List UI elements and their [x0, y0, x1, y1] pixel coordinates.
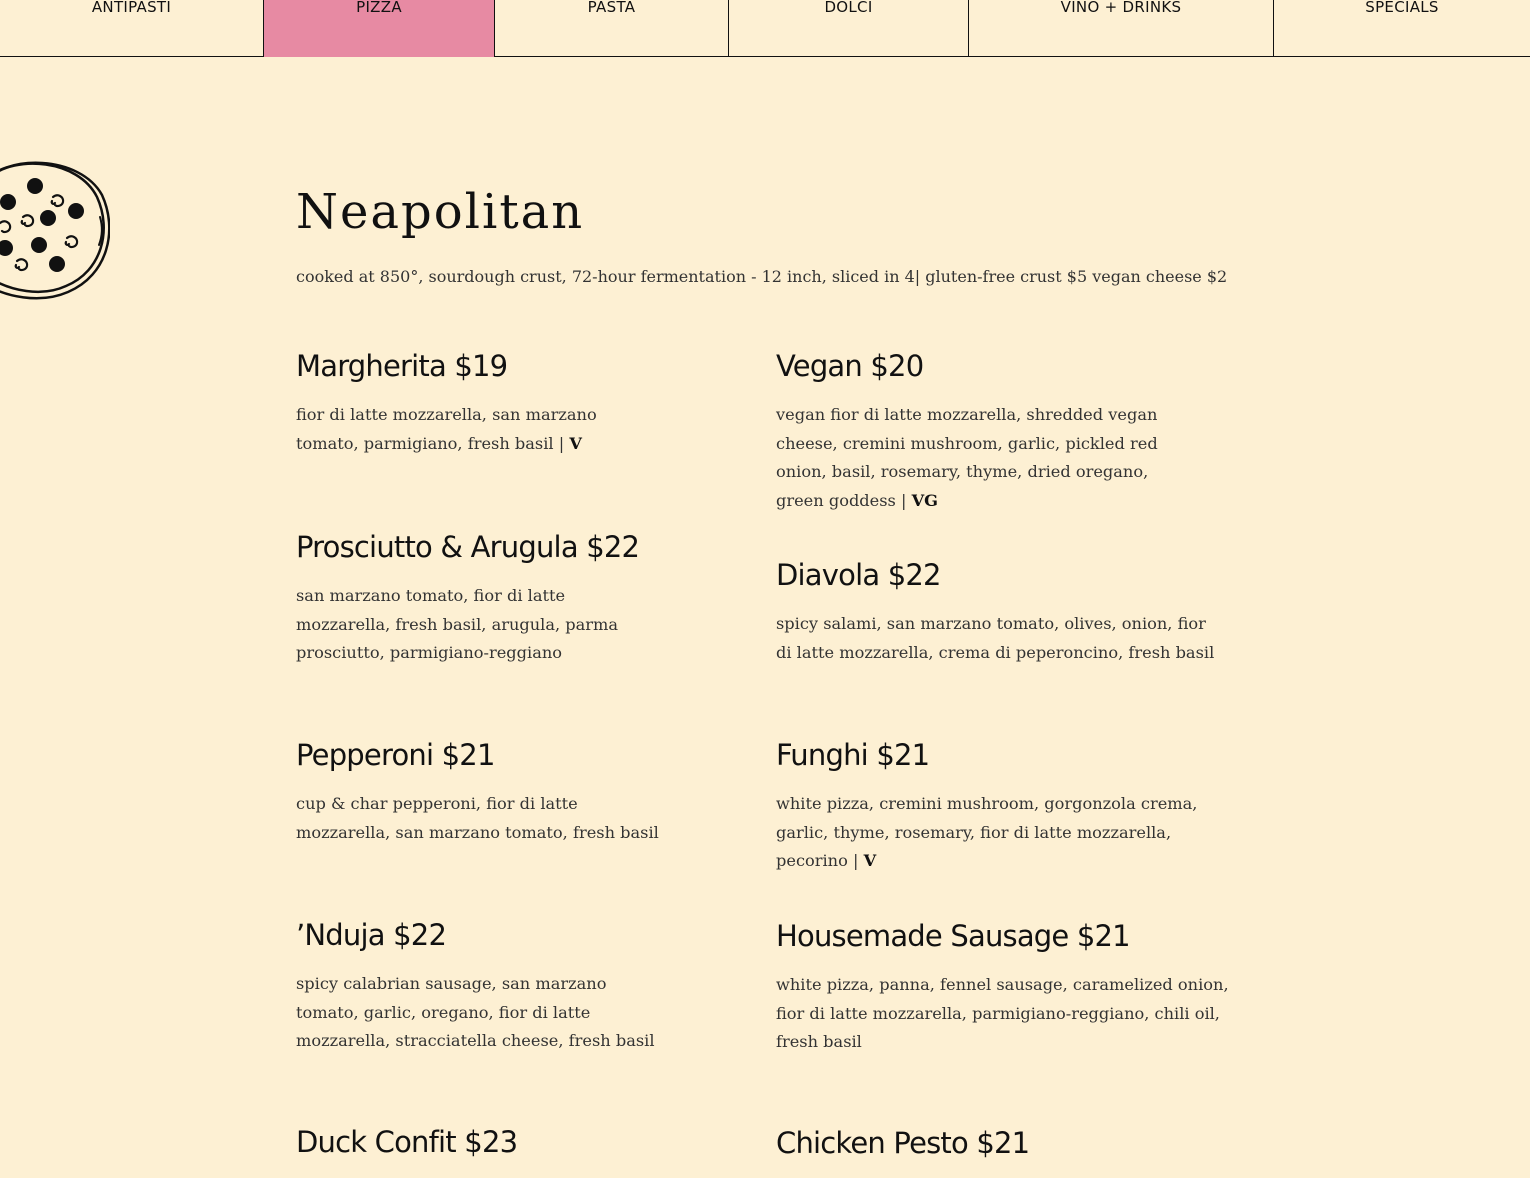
- item-title: Funghi $21: [776, 738, 930, 772]
- item-description: white pizza, panna, fennel sausage, caramelized onion, fior di latte mozzarella, parmigiano-reggiano, chili oil, fresh basil: [776, 975, 1229, 1051]
- tab-dolci[interactable]: [729, 0, 969, 57]
- category-nav: [0, 0, 1530, 57]
- item-description: san marzano tomato, fior di latte mozzarella, fresh basil, arugula, parma prosciutto, parmigiano-reggiano: [296, 586, 619, 662]
- item-desc-text: fior di latte mozzarella, san marzano tomato, parmigiano, fresh basil |: [296, 405, 597, 453]
- tab-label: VINO + DRINKS: [1060, 0, 1182, 16]
- item-title: Vegan $20: [776, 349, 924, 383]
- item-description: [296, 401, 656, 458]
- dietary-tag: V: [863, 851, 877, 870]
- item-title: Prosciutto & Arugula $22: [296, 530, 640, 564]
- tab-label: ANTIPASTI: [91, 0, 172, 16]
- item-title: Chicken Pesto $21: [776, 1126, 1030, 1160]
- tab-pizza[interactable]: [264, 0, 495, 57]
- section-title: Neapolitan: [296, 184, 585, 240]
- section-subtitle: cooked at 850°, sourdough crust, 72-hour fermentation - 12 inch, sliced in 4| gluten-free crust $5 vegan cheese $2: [296, 267, 1228, 286]
- item-title: Housemade Sausage $21: [776, 919, 1130, 953]
- item-description: spicy calabrian sausage, san marzano tomato, garlic, oregano, fior di latte mozzarella, stracciatella cheese, fresh basil: [296, 974, 655, 1050]
- tab-label: SPECIALS: [1365, 0, 1439, 16]
- item-title: ’Nduja $22: [296, 918, 447, 952]
- item-description: spicy salami, san marzano tomato, olives, onion, fior di latte mozzarella, crema di peperoncino, fresh basil: [776, 614, 1215, 662]
- menu-item-nduja: [296, 917, 756, 1056]
- item-description: [776, 401, 1196, 515]
- menu-item-margherita: [296, 348, 756, 458]
- item-desc-text: vegan fior di latte mozzarella, shredded vegan cheese, cremini mushroom, garlic, pickled red onion, basil, rosemary, thyme, dried oregano, green goddess |: [776, 405, 1158, 510]
- item-title: Duck Confit $23: [296, 1125, 518, 1159]
- item-desc-text: white pizza, cremini mushroom, gorgonzola crema, garlic, thyme, rosemary, fior di latte mozzarella, pecorino |: [776, 794, 1198, 870]
- item-description: [776, 790, 1226, 876]
- menu-item-prosciutto-arugula: [296, 529, 756, 668]
- menu-item-funghi: [776, 737, 1236, 876]
- item-title: Margherita $19: [296, 349, 508, 383]
- menu-item-vegan: [776, 348, 1236, 515]
- menu-item-diavola: [776, 557, 1236, 667]
- tab-vino-drinks[interactable]: [969, 0, 1274, 57]
- tab-label: PASTA: [587, 0, 636, 16]
- pizza-icon: [0, 155, 110, 300]
- dietary-tag: V: [569, 433, 582, 453]
- menu-item-housemade-sausage: [776, 918, 1236, 1057]
- tab-specials[interactable]: [1274, 0, 1530, 57]
- tab-label: DOLCI: [824, 0, 873, 16]
- tab-label: PIZZA: [356, 0, 402, 16]
- menu-item-pepperoni: [296, 737, 756, 847]
- menu-item-chicken-pesto: [776, 1125, 1236, 1161]
- menu-item-duck-confit: [296, 1124, 756, 1160]
- tab-pasta[interactable]: [495, 0, 729, 57]
- dietary-tag: VG: [911, 490, 939, 510]
- item-description: cup & char pepperoni, fior di latte mozzarella, san marzano tomato, fresh basil: [296, 794, 659, 842]
- tab-antipasti[interactable]: [0, 0, 264, 57]
- item-title: Diavola $22: [776, 558, 941, 592]
- item-title: Pepperoni $21: [296, 738, 495, 772]
